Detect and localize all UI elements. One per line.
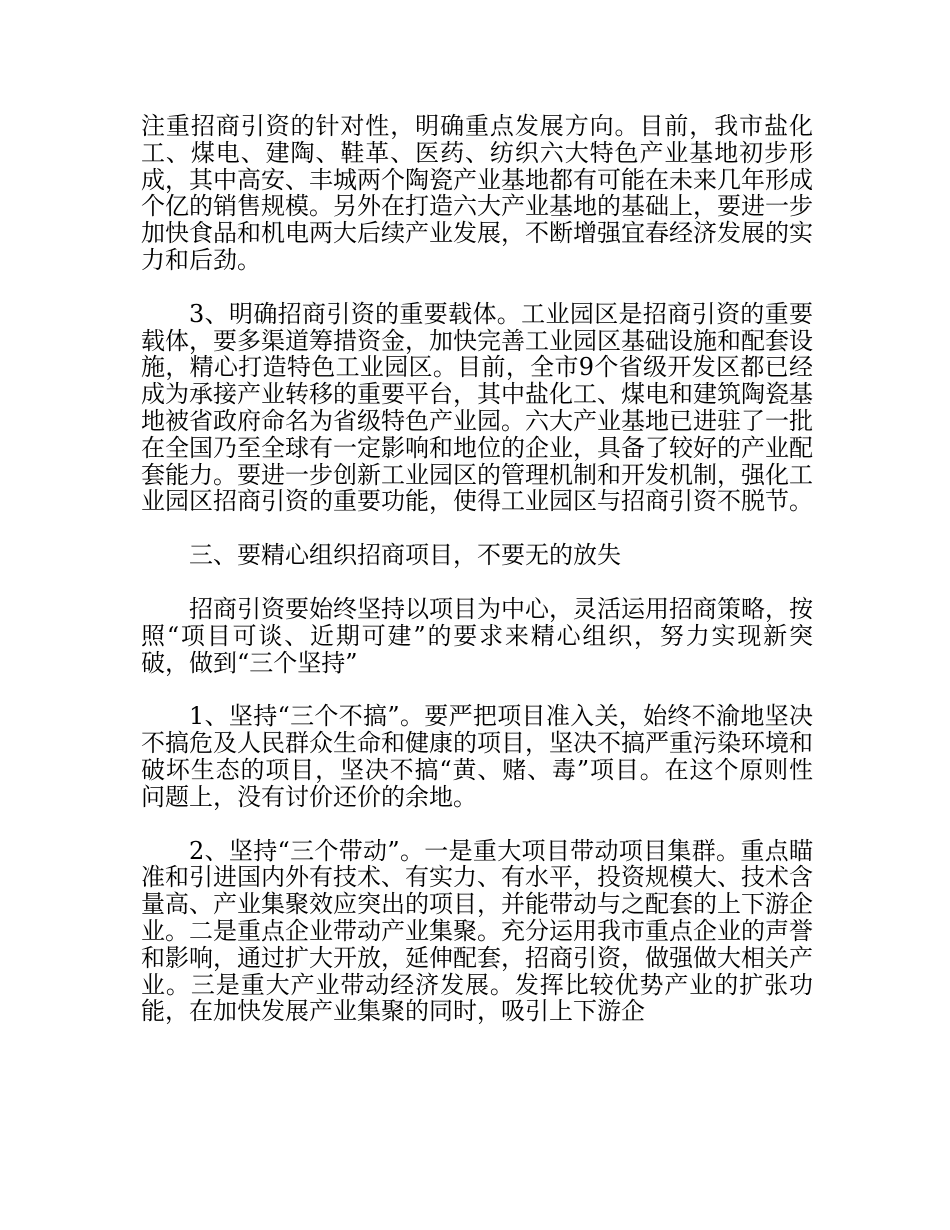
paragraph-three-drivers: 2、坚持“三个带动”。一是重大项目带动项目集群。重点瞄准和引进国内外有技术、有实力、有水平，投资规模大、技术含量高、产业集聚效应突出的项目，并能带动与之配套的上下游企业。二是重点企业带动产业集聚。充分运用我市重点企业的声誉和影响，通过扩大开放，延伸配套，招商引资，做强做大相关产业。三是重大产业带动经济发展。发挥比较优势产业的扩张功能，在加快发展产业集聚的同时，吸引上下游企	[141, 836, 813, 1026]
document-page	[141, 113, 813, 1052]
paragraph-industry-direction: 注重招商引资的针对性，明确重点发展方向。目前，我市盐化工、煤电、建陶、鞋革、医药、纺织六大特色产业基地初步形成，其中高安、丰城两个陶瓷产业基地都有可能在未来几年形成个亿的销售规模。另外在打造六大产业基地的基础上，要进一步加快食品和机电两大后续产业发展，不断增强宜春经济发展的实力和后劲。	[141, 112, 813, 274]
paragraph-industrial-park-carrier: 3、明确招商引资的重要载体。工业园区是招商引资的重要载体，要多渠道筹措资金，加快完善工业园区基础设施和配套设施，精心打造特色工业园区。目前，全市9个省级开发区都已经成为承接产业转移的重要平台，其中盐化工、煤电和建筑陶瓷基地被省政府命名为省级特色产业园。六大产业基地已进驻了一批在全国乃至全球有一定影响和地位的企业，具备了较好的产业配套能力。要进一步创新工业园区的管理机制和开发机制，强化工业园区招商引资的重要功能，使得工业园区与招商引资不脱节。	[141, 299, 813, 516]
section-heading-investment-projects: 三、要精心组织招商项目，不要无的放失	[189, 541, 621, 570]
paragraph-three-prohibitions: 1、坚持“三个不搞”。要严把项目准入关，始终不渝地坚决不搞危及人民群众生命和健康的项目，坚决不搞严重污染环境和破坏生态的项目，坚决不搞“黄、赌、毒”项目。在这个原则性问题上，没有讨价还价的余地。	[141, 702, 813, 811]
paragraph-project-strategy: 招商引资要始终坚持以项目为中心，灵活运用招商策略，按照“项目可谈、近期可建”的要求来精心组织，努力实现新突破，做到“三个坚持”	[141, 594, 813, 677]
